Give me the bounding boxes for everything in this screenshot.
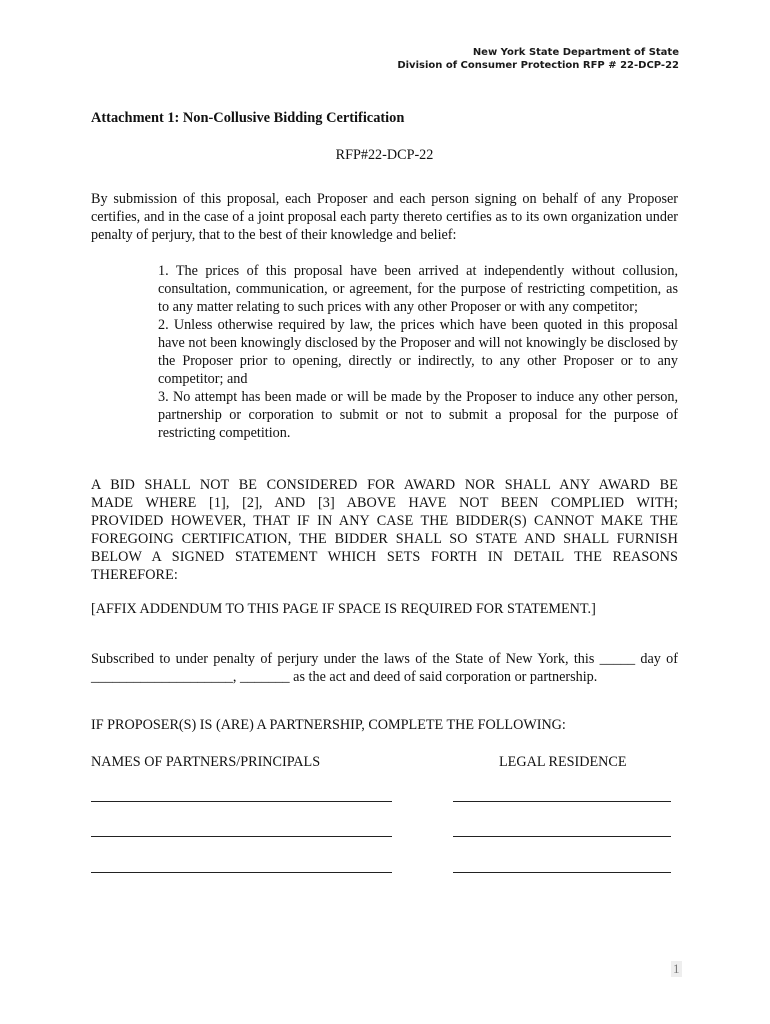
partner-name-line[interactable] — [91, 872, 392, 873]
header-department: New York State Department of State — [472, 47, 679, 58]
partner-name-line[interactable] — [91, 836, 392, 837]
page-header — [397, 46, 679, 72]
rfp-number: RFP#22-DCP-22 — [335, 147, 434, 163]
partners-column-header: NAMES OF PARTNERS/PRINCIPALS — [91, 754, 321, 770]
partner-name-line[interactable] — [91, 801, 392, 802]
list-item: 2. Unless otherwise required by law, the prices which have been quoted in this proposal have not been knowingly disclosed by the Proposer and will not knowingly be disclosed by the Proposer prior to opening, directly or indirectly, to any other Proposer or to any competitor; and — [158, 317, 678, 387]
list-item: 1. The prices of this proposal have been arrived at independently without collusion, consultation, communication, or agreement, for the purpose of restricting competition, as to any matter relating to such prices with any other Proposer or with any competitor; — [158, 263, 678, 315]
caps-line: A BID SHALL NOT BE CONSIDERED FOR AWARD NOR SHALL ANY AWARD BE — [91, 477, 678, 493]
affix-note: [AFFIX ADDENDUM TO THIS PAGE IF SPACE IS REQUIRED FOR STATEMENT.] — [91, 601, 596, 617]
legal-residence-line[interactable] — [453, 872, 671, 873]
residence-column-header: LEGAL RESIDENCE — [499, 754, 627, 770]
legal-residence-line[interactable] — [453, 836, 671, 837]
certification-list — [158, 262, 678, 442]
caps-statement — [91, 476, 678, 584]
subscribed-paragraph: Subscribed to under penalty of perjury under the laws of the State of New York, this _____ day of ____________________, _______ as the act and deed of said corporation or partnership. — [91, 651, 678, 685]
caps-line: THEREFORE: — [91, 567, 178, 583]
page-title: Attachment 1: Non-Collusive Bidding Certification — [91, 110, 405, 126]
header-division-rfp: Division of Consumer Protection RFP # 22-DCP-22 — [397, 60, 679, 71]
page-number: 1 — [673, 961, 680, 976]
list-item: 3. No attempt has been made or will be made by the Proposer to induce any other person, partnership or corporation to submit or not to submit a proposal for the purpose of restricting competition. — [158, 389, 678, 441]
caps-line: FOREGOING CERTIFICATION, THE BIDDER SHALL SO STATE AND SHALL FURNISH — [91, 531, 678, 547]
caps-line: PROVIDED HOWEVER, THAT IF IN ANY CASE THE BIDDER(S) CANNOT MAKE THE — [91, 513, 678, 529]
legal-residence-line[interactable] — [453, 801, 671, 802]
caps-line: MADE WHERE [1], [2], AND [3] ABOVE HAVE NOT BEEN COMPLIED WITH; — [91, 495, 678, 511]
intro-paragraph: By submission of this proposal, each Proposer and each person signing on behalf of any Proposer certifies, and in the case of a joint proposal each party thereto certifies as to its own organization under penalty of perjury, that to the best of their knowledge and belief: — [91, 191, 678, 243]
caps-line: BELOW A SIGNED STATEMENT WHICH SETS FORTH IN DETAIL THE REASONS — [91, 549, 678, 565]
partnership-heading: IF PROPOSER(S) IS (ARE) A PARTNERSHIP, COMPLETE THE FOLLOWING: — [91, 717, 566, 733]
